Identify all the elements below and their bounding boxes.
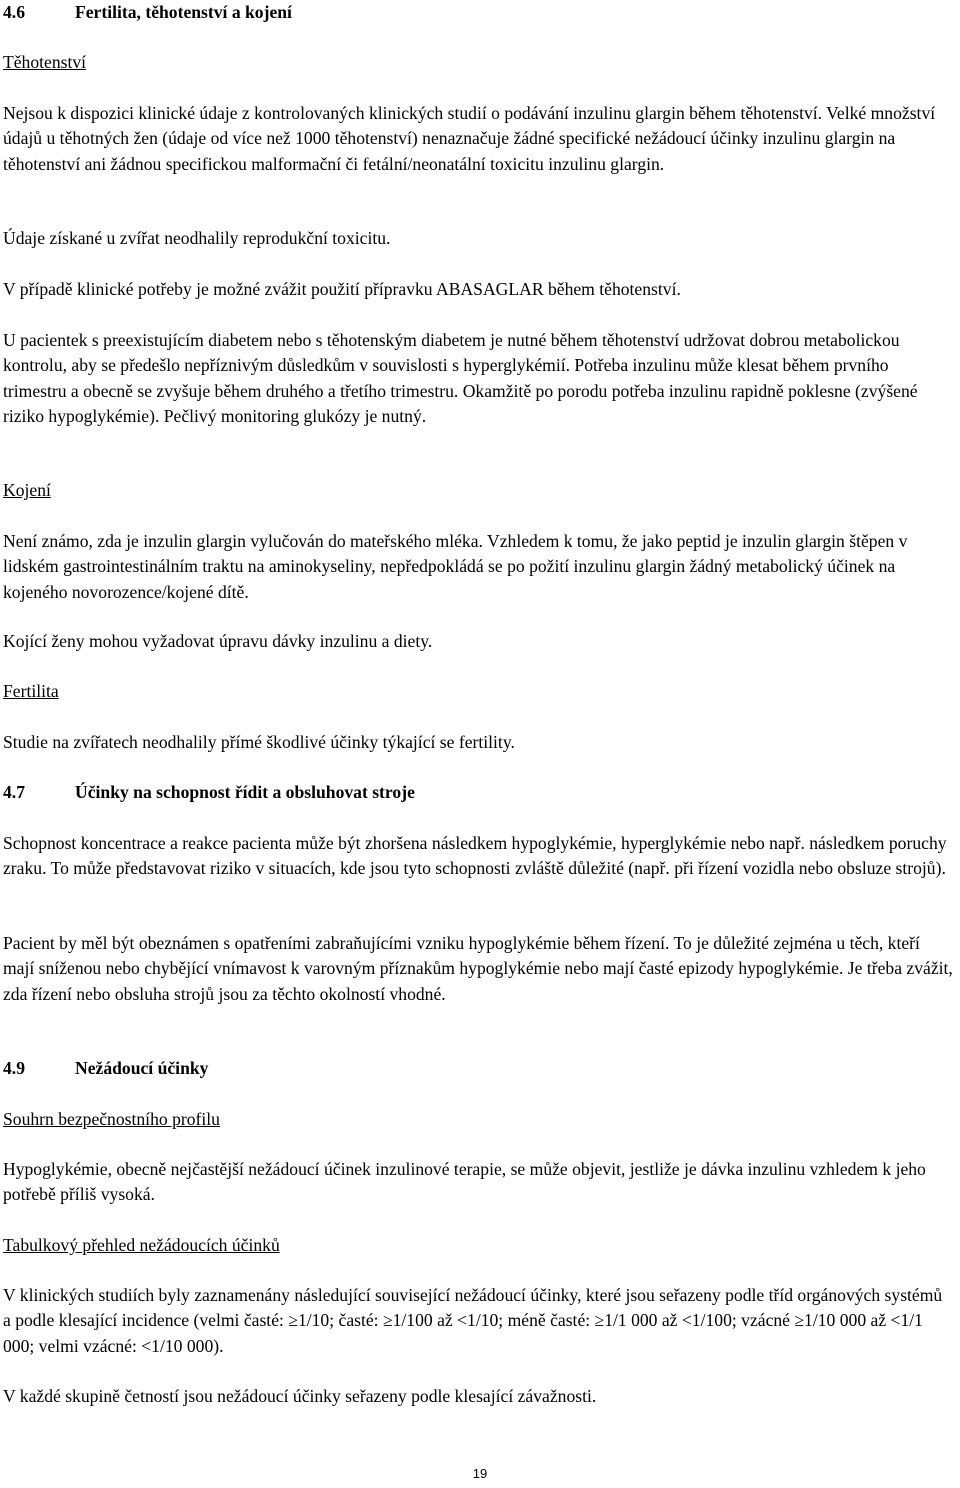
section-title: Fertilita, těhotenství a kojení	[75, 2, 292, 22]
breastfeeding-subheading: Kojení	[3, 480, 51, 500]
page-number: 19	[472, 1466, 488, 1481]
section-number: 4.9	[3, 1058, 25, 1078]
driving-paragraph-2: Pacient by měl být obeznámen s opatřeními zabraňujícími vzniku hypoglykémie během řízení. To je důležité zejména u těch, kteří mají sníženou nebo chybějící vnímavost k varovným příznakům hypoglykémie nebo mají časté epizody hypoglykémie. Je třeba zvážit, zda řízení nebo obsluha strojů jsou za těchto okolností vhodné.	[3, 933, 953, 1004]
driving-paragraph-1: Schopnost koncentrace a reakce pacienta může být zhoršena následkem hypoglykémie, hyperglykémie nebo např. následkem poruchy zraku. To může představovat riziko v situacích, kde jsou tyto schopnosti zvláště důležité (např. při řízení vozidla nebo obsluze strojů).	[3, 833, 947, 879]
breastfeeding-paragraph-2: Kojící ženy mohou vyžadovat úpravu dávky inzulinu a diety.	[3, 631, 433, 651]
pregnancy-paragraph-4: U pacientek s preexistujícím diabetem nebo s těhotenským diabetem je nutné během těhotenství udržovat dobrou metabolickou kontrolu, aby se předešlo nepříznivým důsledkům v souvislosti s hyperglykémií. Potřeba inzulinu může klesat během prvního trimestru a obecně se zvyšuje během druhého a třetího trimestru. Okamžitě po porodu potřeba inzulinu rapidně poklesne (zvýšené riziko hypoglykémie). Pečlivý monitoring glukózy je nutný.	[3, 330, 918, 426]
breastfeeding-paragraph-1: Není známo, zda je inzulin glargin vylučován do mateřského mléka. Vzhledem k tomu, že jako peptid je inzulin glargin štěpen v lidském gastrointestinálním traktu na aminokyseliny, nepředpokládá se po požití inzulinu glargin žádný metabolický účinek na kojeného novorozence/kojené dítě.	[3, 531, 908, 602]
section-number: 4.7	[3, 782, 25, 802]
section-title: Nežádoucí účinky	[75, 1058, 209, 1078]
safety-profile-subheading: Souhrn bezpečnostního profilu	[3, 1109, 220, 1129]
section-title: Účinky na schopnost řídit a obsluhovat stroje	[75, 782, 415, 802]
frequency-grouping-paragraph: V každé skupině četností jsou nežádoucí účinky seřazeny podle klesající závažnosti.	[3, 1386, 597, 1406]
pregnancy-paragraph-1: Nejsou k dispozici klinické údaje z kontrolovaných klinických studií o podávání inzulinu glargin během těhotenství. Velké množství údajů u těhotných žen (údaje od více než 1000 těhotenství) nenaznačuje žádné specifické nežádoucí účinky inzulinu glargin na těhotenství ani žádnou specifickou malformační či fetální/neonatální toxicitu inzulinu glargin.	[3, 103, 936, 174]
adverse-effects-paragraph: V klinických studiích byly zaznamenány následující související nežádoucí účinky, které jsou seřazeny podle tříd orgánových systémů a podle klesající incidence (velmi časté: ≥1/10; časté: ≥1/100 až <1/10; méně časté: ≥1/1 000 až <1/100; vzácné ≥1/10 000 až <1/1 000; velmi vzácné: <1/10 000).	[3, 1285, 943, 1356]
section-number: 4.6	[3, 2, 25, 22]
fertility-subheading: Fertilita	[3, 681, 59, 701]
fertility-paragraph: Studie na zvířatech neodhalily přímé škodlivé účinky týkající se fertility.	[3, 732, 515, 752]
section-4-9-heading	[3, 1056, 208, 1081]
safety-paragraph: Hypoglykémie, obecně nejčastější nežádoucí účinek inzulinové terapie, se může objevit, jestliže je dávka inzulinu vzhledem k jeho potřebě příliš vysoká.	[3, 1159, 926, 1205]
pregnancy-paragraph-2: Údaje získané u zvířat neodhalily reprodukční toxicitu.	[3, 228, 391, 248]
section-4-6-heading	[3, 0, 292, 25]
section-4-7-heading	[3, 780, 415, 805]
pregnancy-subheading: Těhotenství	[3, 52, 87, 72]
pregnancy-paragraph-3: V případě klinické potřeby je možné zvážit použití přípravku ABASAGLAR během těhotenství.	[3, 279, 681, 299]
table-overview-subheading: Tabulkový přehled nežádoucích účinků	[3, 1235, 280, 1255]
